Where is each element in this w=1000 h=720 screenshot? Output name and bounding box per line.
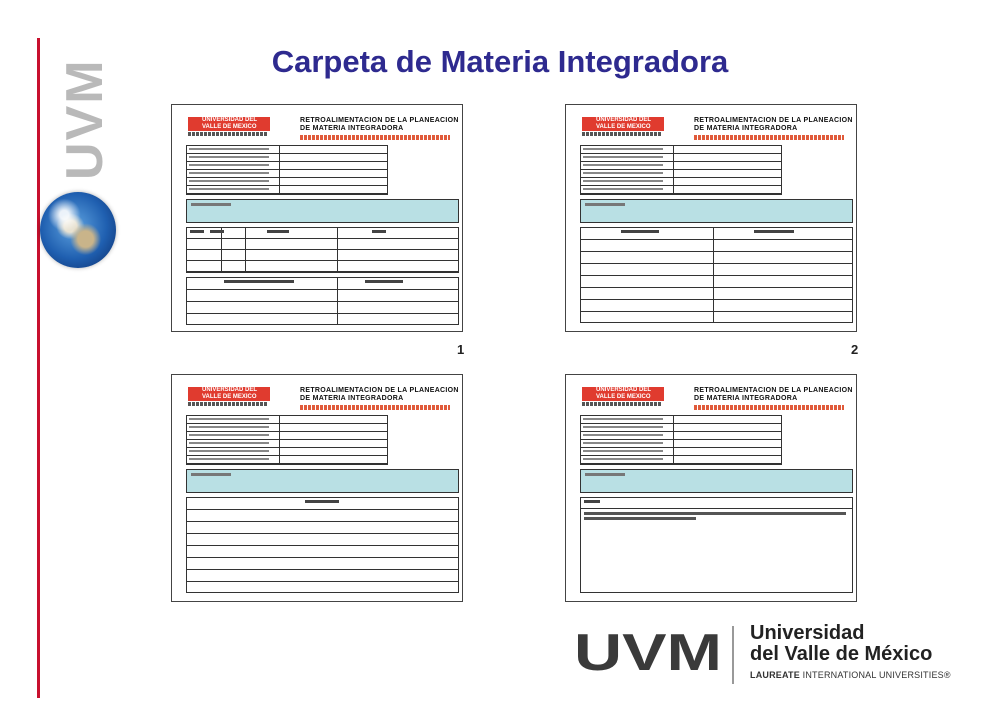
form-subtitle <box>300 135 450 140</box>
thumbnail-page-number-1: 1 <box>457 342 465 357</box>
uvm-brand-logo <box>574 620 951 690</box>
brand-name-line2: del Valle de México <box>750 643 933 665</box>
uvm-wordmark <box>574 624 724 682</box>
form-page-thumbnail-3 <box>171 374 463 602</box>
form-logo: UNIVERSIDAD DEL VALLE DE MEXICO <box>582 117 664 131</box>
form-page-thumbnail-1 <box>171 104 463 332</box>
slide-title: Carpeta de Materia Integradora <box>271 44 729 79</box>
form-highlight-box <box>186 199 459 223</box>
globe-image <box>40 192 116 268</box>
form-title: RETROALIMENTACION DE LA PLANEACION DE MATERIA INTEGRADORA <box>300 117 459 132</box>
form-logo: UNIVERSIDAD DEL VALLE DE MEXICO <box>188 387 270 401</box>
brand-tagline-bold: LAUREATE <box>750 670 800 680</box>
form-info-labels <box>189 417 269 463</box>
form-highlight-box <box>580 199 853 223</box>
form-two-column-table <box>580 227 853 323</box>
uvm-wordmark-text: UVM <box>574 624 722 682</box>
brand-divider <box>732 626 734 684</box>
form-evaluation-table <box>186 277 459 325</box>
brand-tagline-rest: INTERNATIONAL UNIVERSITIES® <box>799 670 951 680</box>
side-accent-rule <box>37 38 40 698</box>
form-logo-caption <box>582 132 662 136</box>
brand-name-line1: Universidad <box>750 622 865 644</box>
form-lined-table <box>186 497 459 593</box>
form-title: RETROALIMENTACION DE LA PLANEACION DE MATERIA INTEGRADORA <box>300 387 459 402</box>
uvm-vertical-logo-text: UVM <box>56 58 114 180</box>
form-info-labels <box>189 147 269 193</box>
form-highlight-box <box>580 469 853 493</box>
form-subtitle <box>694 135 844 140</box>
thumbnail-page-number-2: 2 <box>851 342 859 357</box>
form-schedule-table <box>186 227 459 273</box>
form-logo-caption <box>188 402 268 406</box>
form-logo: UNIVERSIDAD DEL VALLE DE MEXICO <box>582 387 664 401</box>
form-title: RETROALIMENTACION DE LA PLANEACION DE MATERIA INTEGRADORA <box>694 387 853 402</box>
brand-tagline <box>750 670 951 680</box>
form-subtitle <box>694 405 844 410</box>
form-highlight-box <box>186 469 459 493</box>
form-info-labels <box>583 147 663 193</box>
form-logo-caption <box>188 132 268 136</box>
form-page-thumbnail-2 <box>565 104 857 332</box>
form-page-thumbnail-4 <box>565 374 857 602</box>
form-title: RETROALIMENTACION DE LA PLANEACION DE MATERIA INTEGRADORA <box>694 117 853 132</box>
form-info-labels <box>583 417 663 463</box>
form-logo-caption <box>582 402 662 406</box>
form-logo: UNIVERSIDAD DEL VALLE DE MEXICO <box>188 117 270 131</box>
form-subtitle <box>300 405 450 410</box>
